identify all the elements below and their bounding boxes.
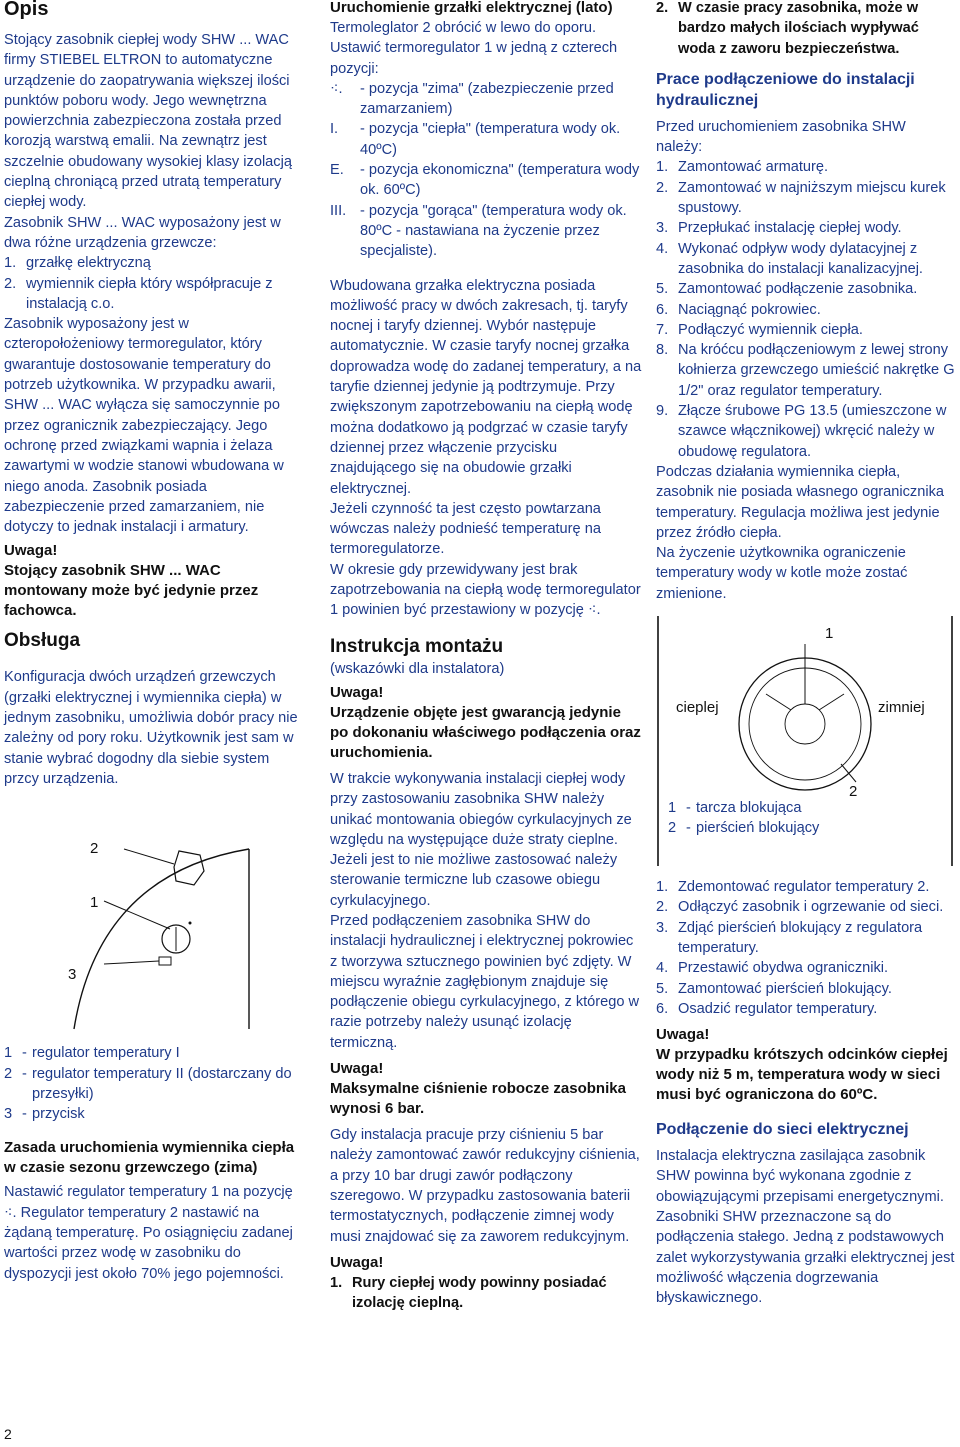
dial-legend xyxy=(668,798,819,839)
fig-label-2: 2 xyxy=(90,840,99,858)
column-right xyxy=(656,0,956,1308)
position-list xyxy=(330,79,642,262)
montaz-heading: Instrukcja montażu xyxy=(330,635,504,657)
lato-heading: Uruchomienie grzałki elektrycznej (lato) xyxy=(330,0,613,16)
dial-label-cieplej: cieplej xyxy=(676,699,719,717)
uwaga-text: Urządzenie objęte jest gwarancją jedynie po dokonaniu właściwego podłączenia oraz uruchomienia. xyxy=(330,703,641,761)
list-item: 1. Rury ciepłej wody powinny posiadać izolację cieplną. xyxy=(330,1274,607,1312)
regulator-text: Zasobnik wyposażony jest w czteropołożeniowy termoregulator, który gwarantuje dostosowanie temperatury do potrzeb użytkownika. W przypadku awarii, SHW ... WAC wyłącza się samoczynnie po przez ogranicznik zabezpieczający. Jego ochronę przed związkami wapnia i żelaza zawartymi w wodzie stanowi wbudowana w niego anoda. Zasobnik posiada zabezpieczenie przed zamarzaniem, nie dotyczy to jednak instalacji i armatury. xyxy=(4,316,284,536)
uwaga-text: Stojący zasobnik SHW ... WAC montowany może być jedynie przez fachowca. xyxy=(4,562,259,620)
montaz-subheading: (wskazówki dla instalatora) xyxy=(330,660,505,677)
obsluga-text: Konfiguracja dwóch urządzeń grzewczych (grzałki elektrycznej i wymiennika ciepła) w jednym zasobniku, umożliwia dobór pracy nie zależny od pory roku. Użytkownik jest sam w stanie wybrać dogodny dla siebie system przcy urządzenia. xyxy=(4,669,298,787)
uwaga-label: Uwaga! xyxy=(330,683,384,701)
list-item: 2. Zamontować w najniższym miejscu kurek spustowy. xyxy=(656,179,946,217)
list-item: 1. grzałkę elektryczną xyxy=(4,255,151,272)
list-item: 5. Zamontować podłączenie zasobnika. xyxy=(656,281,918,298)
column-middle xyxy=(330,0,642,1313)
podczas-text: Podczas działania wymiennika ciepła, zasobnik nie posiada własnego ogranicznika temperatury. Regulacja możliwa jest jedynie przez źródło ciepła. xyxy=(656,463,945,541)
lato-text: Termoleglator 2 obrócić w lewo do oporu. Ustawić termoregulator 1 w jedną z czterech pozycji: xyxy=(330,20,618,77)
okres-text: W okresie gdy przewidywany jest brak zapotrzebowania na ciepłą wodę termoregulator 1 powinien być przestawiony w pozycję ⁖. xyxy=(330,561,641,619)
opis-heading: Opis xyxy=(4,0,49,20)
regulator-figure xyxy=(4,789,308,1039)
uwaga-text: Maksymalne ciśnienie robocze zasobnika wynosi 6 bar. xyxy=(330,1080,626,1118)
list-item: 8. Na króćcu podłączeniowym z lewej strony kołnierza grzewczego umieścić nakrętke G 1/2" oraz regulator temperatury. xyxy=(656,342,955,399)
electric-heading: Podłączenie do sieci elektrycznej xyxy=(656,1121,909,1139)
legend-item: 2 - pierścień blokujący xyxy=(668,820,820,837)
electric-text-1: Instalacja elektryczna zasilająca zasobnik SHW powinna być wykonana zgodnie z obowiązującymi przepisami energetycznymi. xyxy=(656,1148,944,1205)
figure-legend xyxy=(4,1043,308,1124)
hydraulic-steps xyxy=(656,157,956,461)
dial-label-1: 1 xyxy=(825,625,834,643)
uwaga-list-cont xyxy=(656,0,956,59)
list-item: 9. Złącze śrubowe PG 13.5 (umieszczone w szawce włącznikowej) wkręcić należy w obudowę regulatora. xyxy=(656,403,947,460)
regulator-diagram xyxy=(4,789,304,1039)
opis-intro: Stojący zasobnik ciepłej wody SHW ... WAC firmy STIEBEL ELTRON to automatyczne urządzenie do zaopatrywania większej ilości punktów poboru wody. Jego wewnętrzna powierzchnia zabezpieczona została przed korozją warstwą emalii. Na zewnątrz jest szczelnie obudowany wysokiej klasy izolacją cieplną chroniącą przed utratą temperatury ciepłej wody. xyxy=(4,32,292,211)
list-item: 6. Naciągnąć pokrowiec. xyxy=(656,301,821,318)
uwaga-label: Uwaga! xyxy=(330,1253,384,1271)
list-item: 3. Zdjąć pierścień blokujący z regulatora temperatury. xyxy=(656,919,923,956)
legend-item: 1 - regulator temperatury I xyxy=(4,1045,180,1062)
uwaga-label: Uwaga! xyxy=(330,1060,384,1078)
list-item: I. - pozycja "ciepła" (temperatura wody ok. 40ºC) xyxy=(330,121,621,158)
dial-figure xyxy=(656,614,956,869)
legend-item: 2 - regulator temperatury II (dostarczany do przesyłki) xyxy=(4,1065,292,1102)
list-item: 7. Podłączyć wymiennik ciepła. xyxy=(656,321,863,338)
fig-label-3: 3 xyxy=(68,966,77,984)
list-item: 4. Przestawić obydwa ograniczniki. xyxy=(656,960,889,977)
dial-steps xyxy=(656,877,956,1019)
list-item: 3. Przepłukać instalację ciepłej wody. xyxy=(656,220,902,237)
zasada-heading: Zasada uruchomienia wymiennika ciepła w czasie sezonu grzewczego (zima) xyxy=(4,1139,295,1177)
equipped-list xyxy=(4,253,308,314)
dial-label-zimniej: zimniej xyxy=(878,699,925,717)
uwaga-list xyxy=(330,1273,642,1314)
legend-item: 1 - tarcza blokująca xyxy=(668,800,802,817)
list-item: 5. Zamontować pierścień blokujący. xyxy=(656,980,892,997)
dial-label-2: 2 xyxy=(849,783,858,801)
column-left xyxy=(4,0,308,1284)
hydraulic-heading: Prace podłączeniowe do instalacji hydraulicznej xyxy=(656,70,915,109)
list-item: 1. Zdemontować regulator temperatury 2. xyxy=(656,879,930,896)
gdy-text: Gdy instalacja pracuje przy ciśnieniu 5 bar należy zamontować zawór redukcyjny ciśnienia, a przy 10 bar drugi zawór podłączony szeregowo. W przypadku zastosowania baterii termostatycznych, podłączenie zimnej wody musi znajdować się za zaworem redukcyjnym. xyxy=(330,1127,640,1245)
list-item: ⁖. - pozycja "zima" (zabezpieczenie przed zamarzaniem) xyxy=(330,80,614,118)
hydraulic-intro: Przed uruchomieniem zasobnika SHW należy: xyxy=(656,118,906,156)
uwaga-label: Uwaga! xyxy=(4,542,58,560)
list-item: 4. Wykonać odpływ wody dylatacyjnej z zasobnika do instalacji kanalizacyjnej. xyxy=(656,240,923,277)
zyczenie-text: Na życzenie użytkownika ograniczenie temperatury wody w kotle może zostać zmienione. xyxy=(656,545,908,602)
list-item: 1. Zamontować armaturę. xyxy=(656,159,829,176)
trakcie-text: W trakcie wykonywania instalacji ciepłej wody przy zastosowaniu zasobnika SHW należy unikać montowania obiegów cyrkulacyjnych ze względu na występujące duże straty cieplne. Jeżeli jest to nie możliwe zastosować należy sterowanie termiczne lub czasowe obiegu cyrkulacyjnego. xyxy=(330,770,632,909)
list-item: 2. W czasie pracy zasobnika, może w bardzo małych ilościach wypływać woda z zaworu bezpieczeństwa. xyxy=(656,0,919,57)
zasada-text: Nastawić regulator temperatury 1 na pozycję ⁖. Regulator temperatury 2 nastawić na żądaną temperaturę. Po osiągnięciu zadanej wartości przez wodę w zasobniku do dyspozycji jest około 70% jego pojemności. xyxy=(4,1184,293,1282)
equipped-intro: Zasobnik SHW ... WAC wyposażony jest w dwa różne urządzenia grzewcze: xyxy=(4,214,281,251)
list-item: E. - pozycja ekonomiczna" (temperatura wody ok. 60ºC) xyxy=(330,162,640,199)
legend-item: 3 - przycisk xyxy=(4,1106,85,1123)
list-item: 6. Osadzić regulator temperatury. xyxy=(656,1000,878,1017)
grzalka-text: Wbudowana grzałka elektryczna posiada możliwość pracy w dwóch zakresach, tj. taryfy nocnej i taryfy dziennej. Wybór następuje automatycznie. W czasie taryfy nocnej grzałka doprowadza wodę do zadanej temperatury, a na taryfie dziennej jedynie ją podtrzymuje. Przy zwiększonym zapotrzebowaniu na ciepłą wodę można dodatkowo ją podgrzać w czasie taryfy dziennej przez włączenie przycisku znajdującego się na obudowie grzałki elektrycznej. xyxy=(330,277,642,497)
fig-label-1: 1 xyxy=(90,894,99,912)
electric-text-2: Zasobniki SHW przeznaczone są do podłączenia stałego. Jedną z podstawowych zalet wykorzystywania grzałki elektrycznej jest możliwość włączenia dogrzewania błyskawicznego. xyxy=(656,1208,955,1307)
uwaga-text: W przypadku krótszych odcinków ciepłej wody niż 5 m, temperatura wody w sieci musi być ograniczona do 60ºC. xyxy=(656,1046,948,1104)
jezeli-text: Jeżeli czynność ta jest często powtarzana wówczas należy podnieść temperaturę na termoregulatorze. xyxy=(330,500,601,558)
list-item: III. - pozycja "gorąca" (temperatura wody ok. 80ºC - nastawiana na życzenie przez specjaliste). xyxy=(330,202,627,260)
przed-text: Przed podłączeniem zasobnika SHW do instalacji hydraulicznej i elektrycznej pokrowiec z tworzywa sztucznego powinien być zdjęty. W miejscu wyraźnie zagłębionym znajduje się podłączenie obiegu cyrkulacyjnego, z którego w razie potrzeby należy usunąć izolację termiczną. xyxy=(330,912,640,1051)
list-item: 2. Odłączyć zasobnik i ogrzewanie od sieci. xyxy=(656,899,944,916)
list-item: 2. wymiennik ciepła który współpracuje z instalacją c.o. xyxy=(4,275,273,312)
page-number: 2 xyxy=(4,1426,12,1442)
uwaga-label: Uwaga! xyxy=(656,1026,710,1044)
obsluga-heading: Obsługa xyxy=(4,630,81,652)
